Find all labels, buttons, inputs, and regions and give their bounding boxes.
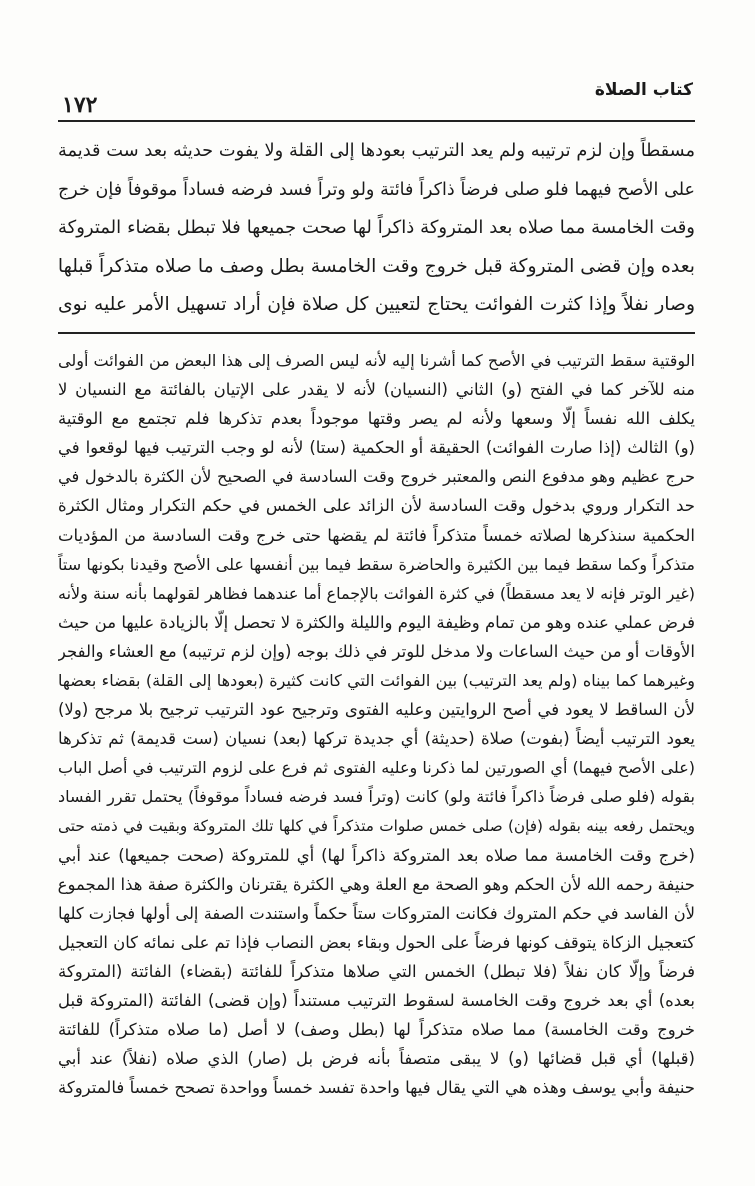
commentary-line: (غير الوتر فإنه لا يعد مسقطاً) في كثرة الفوائت بالإجماع أما عندهما فظاهر لقولهما بأنه سنة ولأنه (58, 583, 695, 603)
section-divider (58, 332, 695, 334)
commentary-line: الوقتية سقط الترتيب في الأصح كما أشرنا إليه لأنه ليس الصرف إلى هذا البعض من الفوائت أولى (58, 351, 695, 370)
commentary-line: منه للآخر كما في الفتح (و) الثاني (النسيان) لأنه لا يقدر على الإتيان بالفائتة مع النسيان لا (58, 380, 695, 400)
commentary-line: حد التكرار وروي بدخول وقت السادسة لأن الزائد على الخمس في حكم التكرار ومثال الكثرة (58, 496, 695, 516)
main-text-line: وقت الخامسة مما صلاه بعد المتروكة ذاكراً لها صحت جميعها فلا تبطل بقضاء المتروكة (58, 217, 695, 238)
commentary-line: (و) الثالث (إذا صارت الفوائت) الحقيقة أو الحكمية (ستا) لأنه لو وجب الترتيب فيها لوقعوا في (58, 438, 695, 458)
main-text-line: مسقطاً وإن لزم ترتيبه ولم يعد الترتيب بعودها إلى القلة ولا يفوت حديثه بعد ست قديمة (58, 141, 695, 161)
commentary-line: (على الأصح فيهما) أي الصورتين لما ذكرنا وعليه الفتوى ثم فرع على لزوم الترتيب في أصل الباب (58, 758, 695, 778)
commentary-line: الحكمية سنذكرها لصلاته خمساً متذكراً فائتة لم يقضها حتى خرج وقت السادسة من المؤديات (58, 525, 695, 545)
commentary-line: خروج وقت الخامسة) مما صلاه متذكراً لها (بطل وصف) لا أصل (ما صلاه متذكراً) للفائتة (58, 1020, 695, 1040)
commentary-line: الأوقات أو من حيث الساعات ولا مدخل للوتر في ذلك بوجه (وإن لزم ترتيبه) مع العشاء والفجر (58, 641, 695, 661)
commentary-line: بعده) أي بعد خروج وقت الخامسة لسقوط الترتيب مستنداً (وإن قضى) الفائتة (المتروكة قبل (58, 991, 695, 1011)
header-rule (58, 120, 695, 122)
page-header (58, 70, 695, 118)
main-text (58, 132, 695, 325)
main-text-line: بعده وإن قضى المتروكة قبل خروج وقت الخامسة بطل وصف ما صلاه متذكراً قبلها (58, 255, 695, 277)
commentary-line: بقوله (فلو صلى فرضاً ذاكراً فائتة ولو) كانت (وتراً فسد فرضه فساداً موقوفاً) يحتمل تقرر الفساد (58, 787, 695, 807)
commentary-line: يعود الترتيب أيضاً (بفوت) صلاة (حديثة) أي جديدة تركها (بعد) نسيان (ست قديمة) ثم تذكرها (58, 729, 695, 749)
running-title: كتاب الصلاة (594, 80, 693, 100)
commentary-line: فرض عملي عنده وهو من تمام وظيفة اليوم والليلة والكثرة لا تحصل إلّا بالزيادة عليها من حيث (58, 612, 695, 632)
commentary-line: كتعجيل الزكاة يتوقف كونها فرضاً على الحول وبقاء بعض النصاب فإذا تم على نمائه كان التعجيل (58, 932, 695, 952)
commentary-line: لأن الساقط لا يعود في أصح الروايتين وعليه الفتوى وترجيح عود الترتيب ترجيح بلا مرجح (ولا) (58, 700, 695, 720)
main-text-line: وصار نفلاً وإذا كثرت الفوائت يحتاج لتعيين كل صلاة فإن أراد تسهيل الأمر عليه نوى (58, 294, 695, 315)
commentary-line: لأن الفاسد في حكم المتروك فكانت المتروكات ستاً حكماً واستندت الصفة إلى أولها فجازت كلها (58, 903, 695, 923)
main-text-line: على الأصح فيهما فلو صلى فرضاً ذاكراً فائتة ولو وتراً فسد فرضه فساداً موقوفاً فإن خرج (58, 179, 695, 200)
commentary-line: يكلف الله نفساً إلّا وسعها ولأنه لم يصر وقتها موجوداً بعدم تذكرها فلم تجتمع مع الوقتية (58, 409, 695, 429)
page-number: ١٧٢ (62, 92, 98, 118)
commentary-line: حنيفة رحمه الله لأن الحكم وهو الصحة مع العلة وهي الكثرة يقترنان والكثرة صفة هذا المجموع (58, 874, 695, 894)
commentary-line: (خرج وقت الخامسة مما صلاه بعد المتروكة ذاكراً لها) أي للمتروكة (صحت جميعها) عند أبي (58, 845, 695, 865)
commentary-line: ويحتمل رفعه بينه بقوله (فإن) صلى خمس صلوات متذكراً في كلها تلك المتروكة وبقيت في ذمته حتى (58, 816, 695, 835)
commentary-line: (قبلها) أي قبل قضائها (و) لا يبقى متصفاً بأنه فرض بل (صار) الذي صلاه (نفلاً) عند أبي (58, 1049, 695, 1069)
commentary-line: وغيرهما كما بيناه (ولم يعد الترتيب) بين الفوائت التي كانت كثيرة (بعودها إلى القلة) بقضاء بعضها (58, 671, 695, 691)
commentary-line: فرضاً وإلّا كان نفلاً (فلا تبطل) الخمس التي صلاها متذكراً للفائتة (بقضاء) الفائتة (المتروكة (58, 961, 695, 981)
commentary-line: حنيفة وأبي يوسف وهذه هي التي يقال فيها واحدة تفسد خمساً وواحدة تصحح خمساً فالمتروكة (58, 1078, 695, 1098)
commentary-line: حرج عظيم وهو مدفوع النص والمعتبر خروج وقت السادسة في الصحيح لأن الكثرة بالدخول في (58, 467, 695, 487)
commentary-text (58, 346, 695, 1102)
commentary-line: متذكراً وكما سقط فيما بين الكثيرة والحاضرة سقط فيما بين أنفسها على الأصح وقيدنا بكونها ستاً (58, 554, 695, 574)
